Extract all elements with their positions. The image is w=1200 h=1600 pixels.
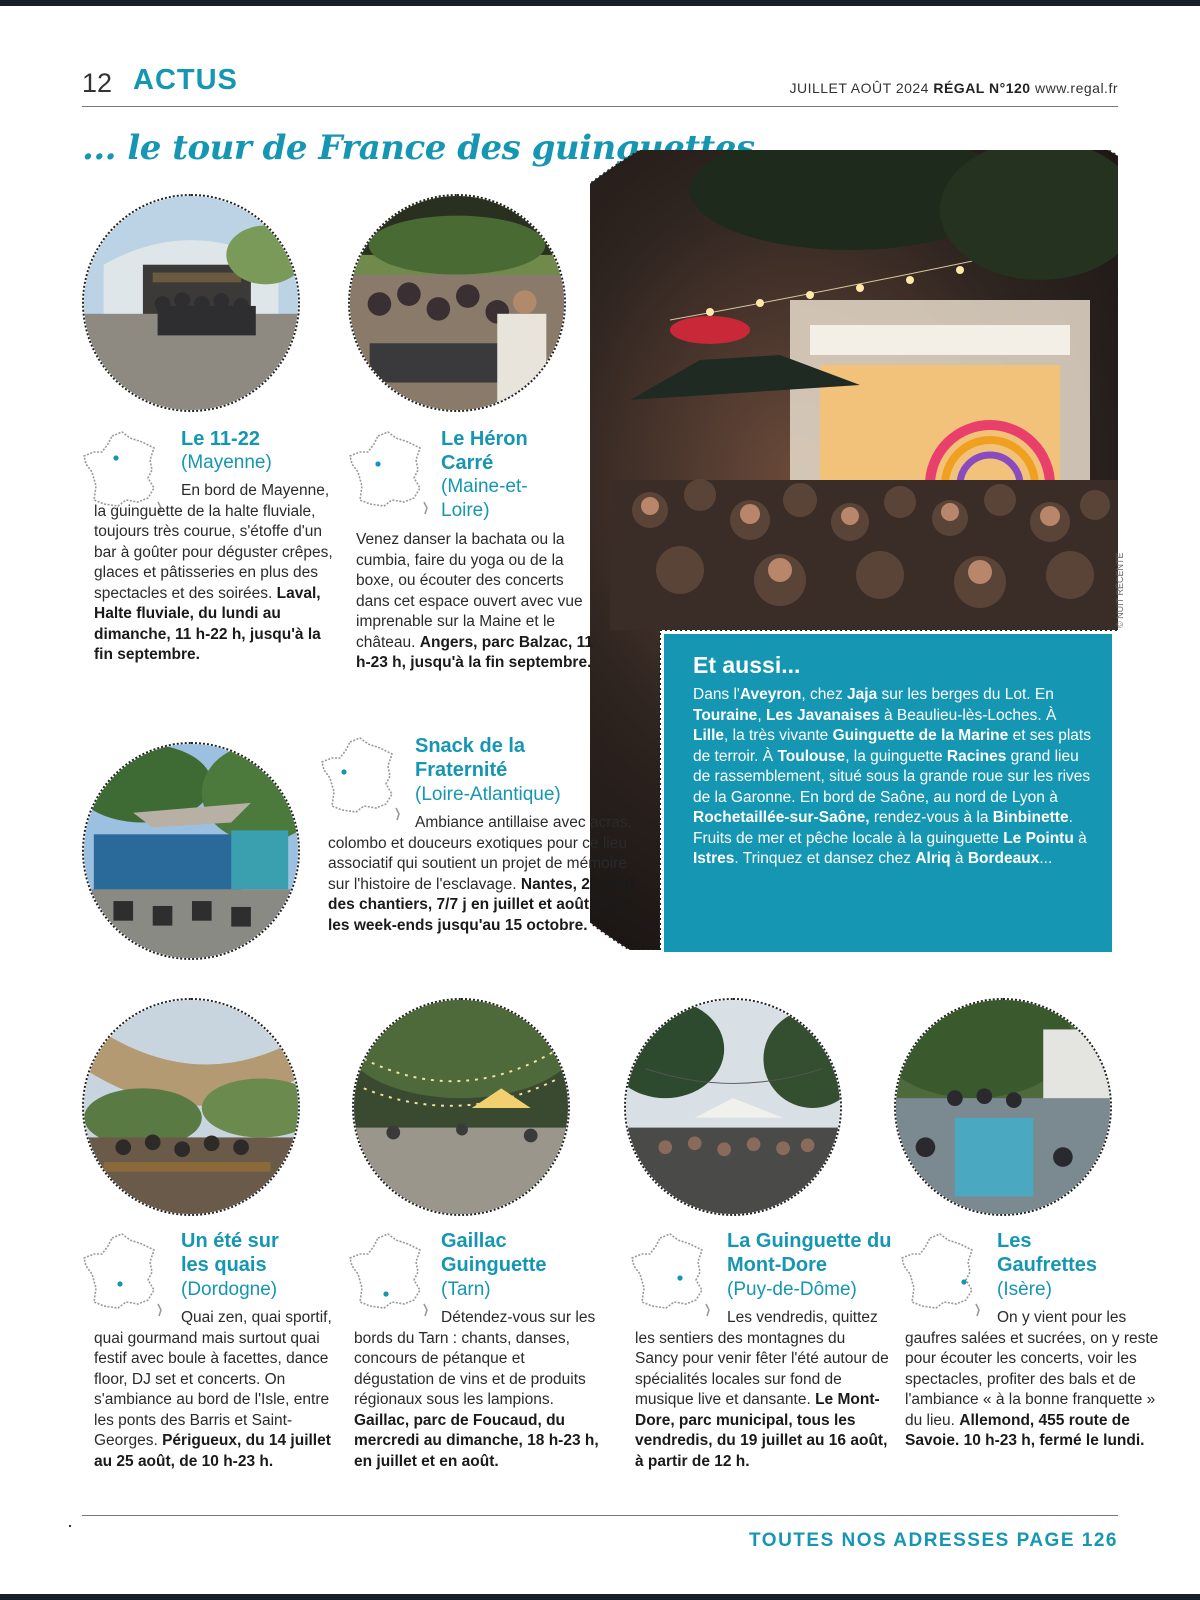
entry-address: Laval, Halte fluviale, du lundi au dimanche, 11 h-22 h, jusqu'à la fin septembre. — [94, 584, 321, 663]
entry-text — [94, 1308, 336, 1472]
entry-text — [94, 481, 336, 666]
entry-title: Snack de la Fraternité — [415, 735, 526, 781]
entry-region: (Puy-de-Dôme) — [727, 1279, 857, 1300]
et-aussi-segment: . Trinquez et dansez chez — [734, 850, 916, 867]
france-map-icon — [348, 1232, 430, 1318]
et-aussi-place: Lille — [693, 727, 725, 744]
et-aussi-segment: . Fruits de mer et pêche locale à la guinguette — [693, 809, 1073, 847]
et-aussi-segment: à — [1073, 829, 1087, 847]
entry-text — [356, 530, 596, 674]
print-mark — [69, 1525, 71, 1527]
et-aussi-segment: sur les berges du Lot. En — [877, 686, 1054, 703]
et-aussi-segment: , — [757, 706, 766, 724]
entry-region: (Tarn) — [441, 1279, 491, 1300]
et-aussi-segment: Dans l' — [693, 686, 740, 703]
entry-text — [328, 813, 635, 936]
et-aussi-text — [693, 685, 1092, 870]
entry-body: Quai zen, quai sportif, quai gourmand mais surtout quai festif avec boule à facettes, dance floor, DJ set et concerts. On s'ambiance au bord de l'Isle, entre les ponts des Barris et Saint-Georges. — [94, 1309, 332, 1449]
et-aussi-place: Toulouse — [777, 747, 846, 765]
footer-link[interactable]: TOUTES NOS ADRESSES PAGE 126 — [749, 1530, 1118, 1551]
et-aussi-segment: grand lieu de rassemblement, situé sous la grande roue sur les rives de la Garonne. En bord de Saône, au nord de Lyon à — [693, 747, 1091, 806]
france-map-icon — [630, 1232, 712, 1318]
entry-body: Ambiance antillaise avec acras, colombo et douceurs exotiques pour ce lieu associatif qui soutient un projet de mémoire sur l'histoire de l'esclavage. — [328, 814, 633, 893]
et-aussi-place: Rochetaillée-sur-Saône, — [693, 809, 870, 826]
et-aussi-place: Alriq — [915, 850, 951, 867]
et-aussi-place: Guinguette de la Marine — [832, 727, 1009, 744]
et-aussi-heading: Et aussi... — [693, 652, 801, 678]
et-aussi-segment: et ses plats de terroir. À — [693, 727, 1091, 765]
photo-snack-fraternite — [82, 742, 300, 960]
photo-gaillac-guinguette — [352, 998, 570, 1216]
photo-les-gaufrettes — [894, 998, 1112, 1216]
et-aussi-place: Jaja — [847, 686, 878, 703]
issue-date: JUILLET AOÛT 2024 — [789, 80, 929, 96]
et-aussi-box — [664, 634, 1112, 952]
photo-un-ete-sur-les-quais — [82, 998, 300, 1216]
header-rule — [82, 106, 1118, 107]
et-aussi-segment: rendez-vous à la — [869, 809, 993, 826]
et-aussi-place: Les Javanaises — [765, 706, 880, 724]
et-aussi-place: Binbinette — [992, 809, 1069, 826]
issue-info — [789, 80, 1118, 96]
entry-address: Périgueux, du 14 juillet au 25 août, de 10 h-23 h. — [94, 1432, 331, 1470]
entry-region: (Loire-Atlantique) — [415, 784, 561, 805]
photo-le-heron-carre — [348, 194, 566, 412]
entry-text — [354, 1308, 604, 1472]
photo-le-11-22 — [82, 194, 300, 412]
et-aussi-place: Bordeaux — [967, 850, 1040, 867]
france-map-icon — [348, 430, 430, 516]
et-aussi-place: Le Pointu — [1003, 829, 1074, 847]
entry-body: Détendez-vous sur les bords du Tarn : chants, danses, concours de pétanque et dégustation de vins et de produits régionaux sous les lampions. — [354, 1309, 596, 1408]
entry-title: Gaillac Guinguette — [441, 1230, 547, 1276]
france-map-icon — [82, 1232, 164, 1318]
section-title: ACTUS — [133, 64, 238, 96]
entry-body: En bord de Mayenne, la guinguette de la halte fluviale, toujours très courue, s'étoffe d'un bar à goûter pour déguster crêpes, glaces et pâtisseries en plus des spectacles et des soirées. — [94, 482, 333, 602]
entry-address: Angers, parc Balzac, 11 h-23 h, jusqu'à la fin septembre. — [356, 633, 593, 671]
et-aussi-place: Istres — [693, 850, 735, 867]
entry-address: Allemond, 455 route de Savoie. 10 h-23 h, fermé le lundi. — [905, 1411, 1145, 1449]
et-aussi-segment: , la très vivante — [724, 727, 833, 744]
et-aussi-place: Racines — [946, 747, 1007, 765]
entry-region: (Maine-et-Loire) — [441, 476, 528, 521]
bottom-bar — [0, 1594, 1200, 1600]
france-map-icon — [320, 736, 402, 822]
entry-address: Gaillac, parc de Foucaud, du mercredi au dimanche, 18 h-23 h, en juillet et en août. — [354, 1411, 599, 1470]
entry-title: La Guinguette du Mont-Dore — [727, 1230, 892, 1276]
et-aussi-segment: , la guinguette — [845, 747, 947, 765]
et-aussi-place: Aveyron — [739, 686, 802, 703]
entry-title: Les Gaufrettes — [997, 1230, 1098, 1276]
et-aussi-place: Touraine — [693, 706, 758, 724]
entry-title: Le Héron Carré — [441, 428, 528, 474]
footer-rule — [82, 1515, 1118, 1516]
france-map-icon — [900, 1232, 982, 1318]
entry-text — [635, 1308, 890, 1472]
top-bar — [0, 0, 1200, 6]
et-aussi-segment: , chez — [801, 686, 848, 703]
entry-title: Un été sur les quais — [181, 1230, 279, 1276]
entry-region: (Dordogne) — [181, 1279, 278, 1300]
et-aussi-segment: à — [950, 850, 968, 867]
website-link[interactable]: www.regal.fr — [1034, 80, 1118, 96]
entry-body: Venez danser la bachata ou la cumbia, faire du yoga ou de la boxe, ou écouter des concerts dans cet espace ouvert avec vue imprenable sur la Maine et le château. — [356, 531, 583, 651]
issue-name: RÉGAL N°120 — [933, 80, 1031, 96]
photo-credit: © NUIT RÉCENTE — [1115, 552, 1125, 628]
entry-body: Les vendredis, quittez les sentiers des montagnes du Sancy pour venir fêter l'été autour de spécialités locales sur fond de musique live et dansante. — [635, 1309, 889, 1408]
entry-text — [905, 1308, 1161, 1452]
entry-address: Nantes, 22 mail des chantiers, 7/7 j en juillet et août puis les week-ends jusqu'au 15 octobre. — [328, 875, 634, 934]
photo-guinguette-mont-dore — [624, 998, 842, 1216]
entry-region: (Isère) — [997, 1279, 1052, 1300]
entry-body: On y vient pour les gaufres salées et sucrées, on y reste pour écouter les concerts, voir les spectacles, profiter des bals et de l'ambiance « à la bonne franquette » du lieu. — [905, 1309, 1159, 1429]
et-aussi-segment: à Beaulieu-lès-Loches. À — [879, 706, 1057, 724]
entry-region: (Mayenne) — [181, 452, 272, 473]
page-number: 12 — [82, 68, 113, 98]
entry-title: Le 11-22 — [181, 428, 260, 450]
page-title: ... le tour de France des guinguettes — [82, 128, 755, 168]
et-aussi-segment: ... — [1039, 850, 1053, 867]
entry-address: Le Mont-Dore, parc municipal, tous les vendredis, du 19 juillet au 16 août, à partir de 12 h. — [635, 1391, 888, 1470]
